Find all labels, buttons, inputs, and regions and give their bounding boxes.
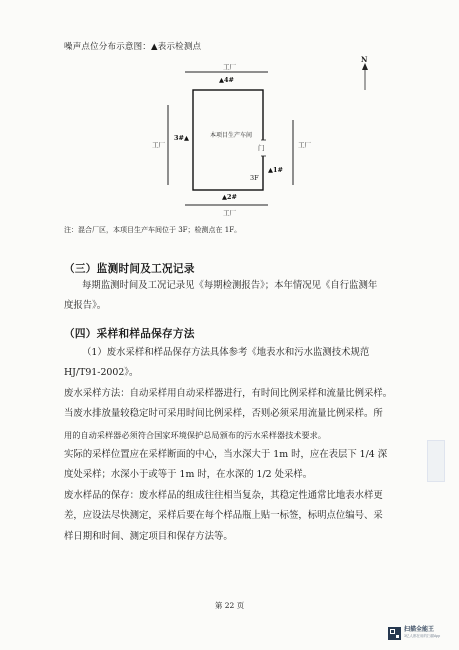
north-arrow-icon xyxy=(362,63,368,90)
monitoring-point-2: ▲2# xyxy=(222,193,237,201)
body-line: 实际的采样位置应在采样断面的中心，当水深大于 1m 时，应在表层下 1/4 深 xyxy=(64,449,388,461)
section-3-line: 度报告》。 xyxy=(64,300,107,312)
body-line: （1）废水采样和样品保存方法具体参考《地表水和污水监测技术规范 xyxy=(82,347,370,358)
factory-label-left: 工厂 xyxy=(152,141,165,149)
monitoring-point-3: 3#▲ xyxy=(174,134,189,142)
page-number: 第 22 页 xyxy=(214,601,245,610)
gate-label: 门 xyxy=(258,144,265,152)
factory-label-top: 工厂 xyxy=(223,63,236,71)
floor-label: 3F xyxy=(250,174,259,182)
diagram-note: 注：混合厂区，本项目生产车间位于 3F；检测点在 1F。 xyxy=(64,226,242,234)
section-3-heading: （三）监测时间及工况记录 xyxy=(64,263,195,275)
body-line: 样日期和时间、测定项目和保存方法等。 xyxy=(64,530,233,542)
body-line: HJ/T91-2002》。 xyxy=(64,367,139,379)
workshop-label: 本项目生产车间 xyxy=(210,132,253,139)
body-line: 废水采样方法：自动采样用自动采样器进行，有时间比例采样和流量比例采样。 xyxy=(64,387,393,399)
seal-stamp xyxy=(427,440,445,482)
monitoring-point-4: ▲4# xyxy=(219,76,234,84)
diagram-caption: 噪声点位分布示意图：▲表示检测点 xyxy=(64,42,202,52)
body-line: 度处采样；水深小于或等于 1m 时，在水深的 1/2 处采样。 xyxy=(64,469,313,481)
section-4-heading: （四）采样和样品保存方法 xyxy=(64,328,195,340)
body-line: 用的自动采样器必须符合国家环境保护总局颁布的污水采样器技术要求。 xyxy=(64,429,327,440)
section-4-body xyxy=(64,343,392,547)
factory-label-bottom: 工厂 xyxy=(223,209,236,217)
body-line: 当废水排放量较稳定时可采用时间比例采样，否则必须采用流量比例采样。所 xyxy=(64,408,383,420)
body-line: 废水样品的保存：废水样品的组成往往相当复杂，其稳定性通常比地表水样更 xyxy=(64,489,383,501)
scanner-badge-subtitle: 3亿人都在用的扫描App xyxy=(404,634,441,638)
section-3-paragraph xyxy=(64,276,377,317)
scanner-badge xyxy=(388,625,452,641)
factory-label-right: 工厂 xyxy=(298,141,311,149)
monitoring-point-1: ▲1# xyxy=(268,166,283,174)
qr-code-icon xyxy=(388,627,401,640)
body-line: 差，应设法尽快测定，采样后要在每个样品瓶上贴一标签，标明点位编号、采 xyxy=(64,510,383,522)
scanner-badge-title: 扫描全能王 xyxy=(404,627,435,633)
section-3-line: 每期监测时间及工况记录见《每期检测报告》；本年情况见《自行监测年 xyxy=(82,280,378,291)
north-label: N xyxy=(361,55,368,64)
